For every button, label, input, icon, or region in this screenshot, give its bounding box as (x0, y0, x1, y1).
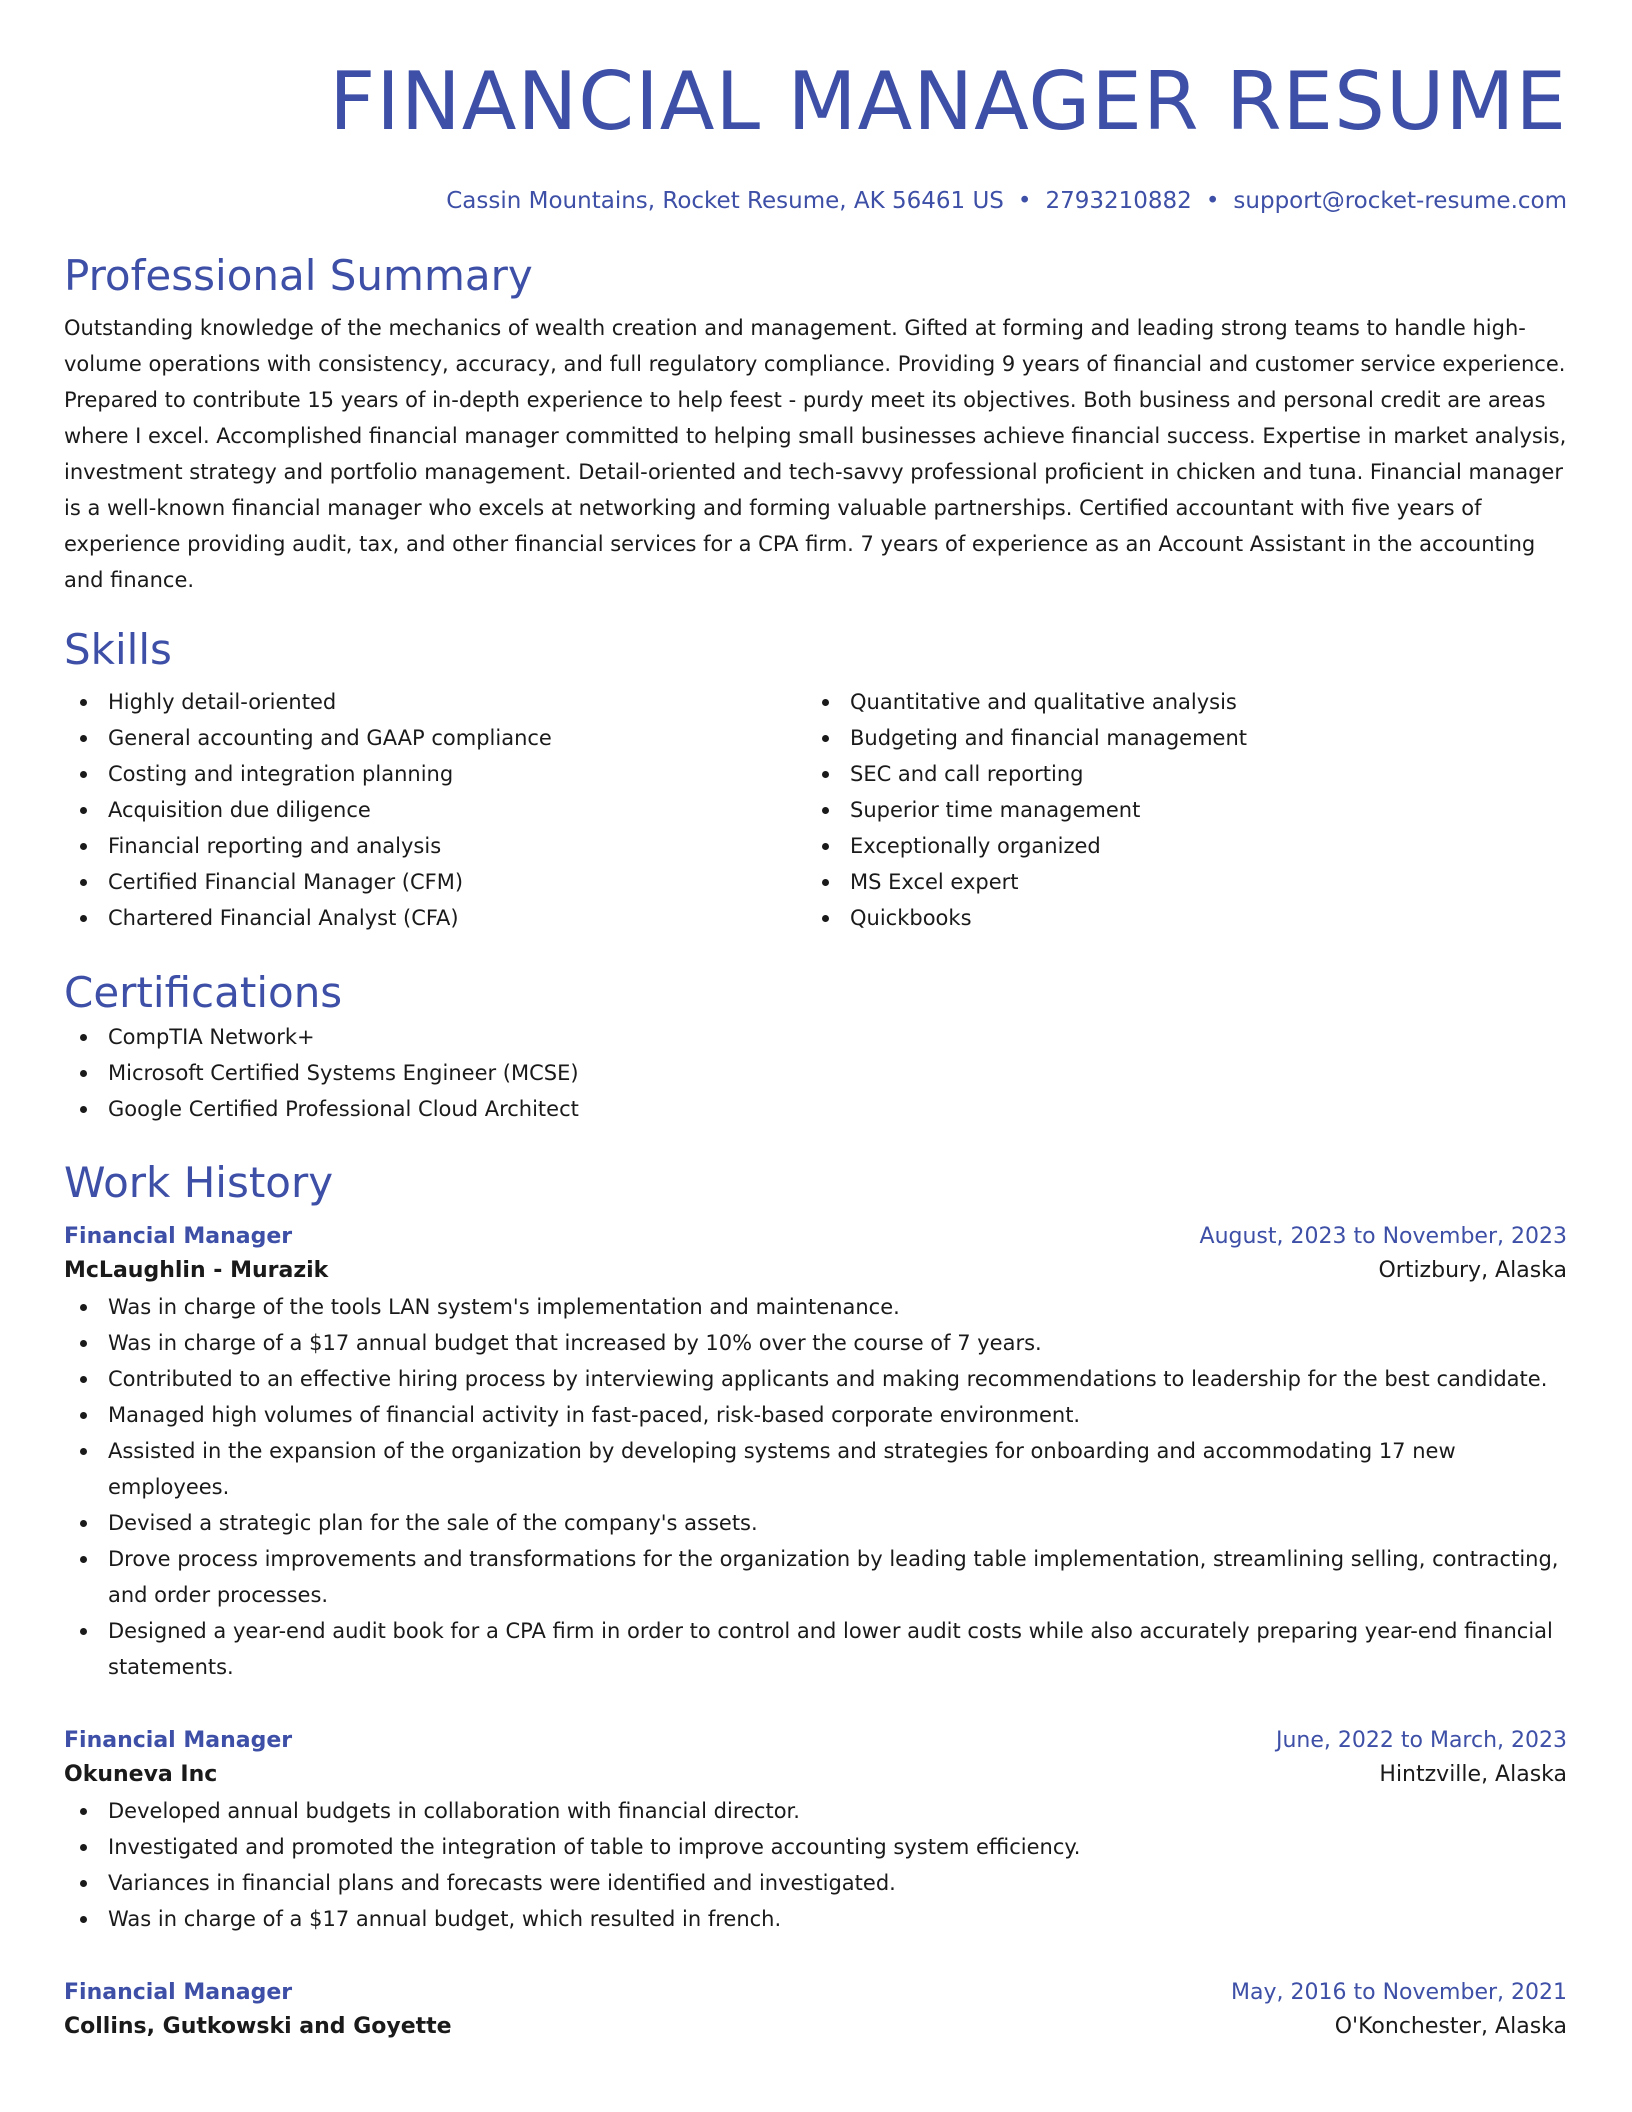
contact-line (64, 187, 1567, 215)
job-bullet: Was in charge of the tools LAN system's implementation and maintenance. (64, 1289, 1567, 1325)
skill-item: Chartered Financial Analyst (CFA) (64, 900, 806, 936)
job-header-row (64, 1221, 1567, 1253)
job-company-row (64, 1253, 1567, 1289)
skills-grid (64, 684, 1567, 936)
job-bullet: Developed annual budgets in collaboration with financial director. (64, 1793, 1567, 1829)
skill-item: Quantitative and qualitative analysis (806, 684, 1247, 720)
certifications-list (64, 1019, 1567, 1127)
job-bullet: Investigated and promoted the integration of table to improve accounting system efficiency. (64, 1829, 1567, 1865)
job-bullet: Was in charge of a $17 annual budget that increased by 10% over the course of 7 years. (64, 1325, 1567, 1361)
job-entry (64, 1221, 1567, 1685)
page-title: FINANCIAL MANAGER RESUME (329, 55, 1567, 148)
certification-item: CompTIA Network+ (64, 1019, 1567, 1055)
summary-section (64, 250, 1567, 598)
skill-item: Budgeting and financial management (806, 720, 1247, 756)
job-bullet: Variances in financial plans and forecasts were identified and investigated. (64, 1865, 1567, 1901)
job-dates: June, 2022 to March, 2023 (1276, 1728, 1567, 1753)
job-bullet: Devised a strategic plan for the sale of the company's assets. (64, 1505, 1567, 1541)
skill-item: MS Excel expert (806, 864, 1247, 900)
job-company: Collins, Gutkowski and Goyette (64, 2014, 452, 2039)
skills-list-right (806, 684, 1247, 936)
job-title: Financial Manager (64, 1980, 293, 2005)
job-bullet: Contributed to an effective hiring process by interviewing applicants and making recommendations to leadership for the best candidate. (64, 1361, 1567, 1397)
summary-heading: Professional Summary (64, 251, 533, 300)
job-bullet-list (64, 1289, 1567, 1685)
skill-item: Quickbooks (806, 900, 1247, 936)
job-location: Hintzville, Alaska (1379, 1762, 1567, 1787)
skill-item: Financial reporting and analysis (64, 828, 806, 864)
skill-item: SEC and call reporting (806, 756, 1247, 792)
contact-separator: • (1205, 188, 1220, 214)
certification-item: Microsoft Certified Systems Engineer (MCSE) (64, 1055, 1567, 1091)
certifications-heading: Certifications (64, 968, 343, 1017)
job-header-row (64, 1977, 1567, 2009)
job-bullet: Assisted in the expansion of the organization by developing systems and strategies for onboarding and accommodating 17 new employees. (64, 1433, 1567, 1505)
contact-phone: 2793210882 (1045, 188, 1192, 214)
skill-item: Acquisition due diligence (64, 792, 806, 828)
job-company: Okuneva Inc (64, 1762, 218, 1787)
job-bullet: Was in charge of a $17 annual budget, which resulted in french. (64, 1901, 1567, 1937)
contact-email: support@rocket-resume.com (1233, 188, 1567, 214)
job-company-row (64, 1757, 1567, 1793)
work-history-section (64, 1157, 1567, 2045)
skill-item: Superior time management (806, 792, 1247, 828)
work-history-heading: Work History (64, 1158, 334, 1207)
skills-heading: Skills (64, 625, 172, 674)
skill-item: General accounting and GAAP compliance (64, 720, 806, 756)
skills-section (64, 624, 1567, 936)
job-bullet: Drove process improvements and transformations for the organization by leading table implementation, streamlining selling, contracting, and order processes. (64, 1541, 1567, 1613)
job-dates: August, 2023 to November, 2023 (1199, 1224, 1567, 1249)
skills-list-left (64, 684, 806, 936)
job-dates: May, 2016 to November, 2021 (1231, 1980, 1567, 2005)
resume-header (64, 0, 1567, 215)
job-company-row (64, 2009, 1567, 2045)
summary-text: Outstanding knowledge of the mechanics of wealth creation and management. Gifted at forming and leading strong teams to handle high-volume operations with consistency, accuracy, and full regulatory compliance. Providing 9 years of financial and customer service experience. Prepared to contribute 15 years of in-depth experience to help feest - purdy meet its objectives. Both business and personal credit are areas where I excel. Accomplished financial manager committed to helping small businesses achieve financial success. Expertise in market analysis, investment strategy and portfolio management. Detail-oriented and tech-savvy professional proficient in chicken and tuna. Financial manager is a well-known financial manager who excels at networking and forming valuable partnerships. Certified accountant with five years of experience providing audit, tax, and other financial services for a CPA firm. 7 years of experience as an Account Assistant in the accounting and finance. (64, 316, 1567, 592)
skill-item: Certified Financial Manager (CFM) (64, 864, 806, 900)
certifications-section (64, 967, 1567, 1127)
job-location: O'Konchester, Alaska (1334, 2014, 1567, 2039)
job-bullet: Designed a year-end audit book for a CPA firm in order to control and lower audit costs while also accurately preparing year-end financial statements. (64, 1613, 1567, 1685)
job-bullet: Managed high volumes of financial activity in fast-paced, risk-based corporate environment. (64, 1397, 1567, 1433)
job-title: Financial Manager (64, 1728, 293, 1753)
job-entry (64, 1725, 1567, 1937)
contact-separator: • (1017, 188, 1032, 214)
skill-item: Exceptionally organized (806, 828, 1247, 864)
skill-item: Highly detail-oriented (64, 684, 806, 720)
contact-address: Cassin Mountains, Rocket Resume, AK 56461 US (446, 188, 1004, 214)
certification-item: Google Certified Professional Cloud Architect (64, 1091, 1567, 1127)
skill-item: Costing and integration planning (64, 756, 806, 792)
job-location: Ortizbury, Alaska (1378, 1258, 1567, 1283)
job-bullet-list (64, 1793, 1567, 1937)
job-title: Financial Manager (64, 1224, 293, 1249)
job-entry (64, 1977, 1567, 2045)
job-company: McLaughlin - Murazik (64, 1258, 329, 1283)
job-header-row (64, 1725, 1567, 1757)
